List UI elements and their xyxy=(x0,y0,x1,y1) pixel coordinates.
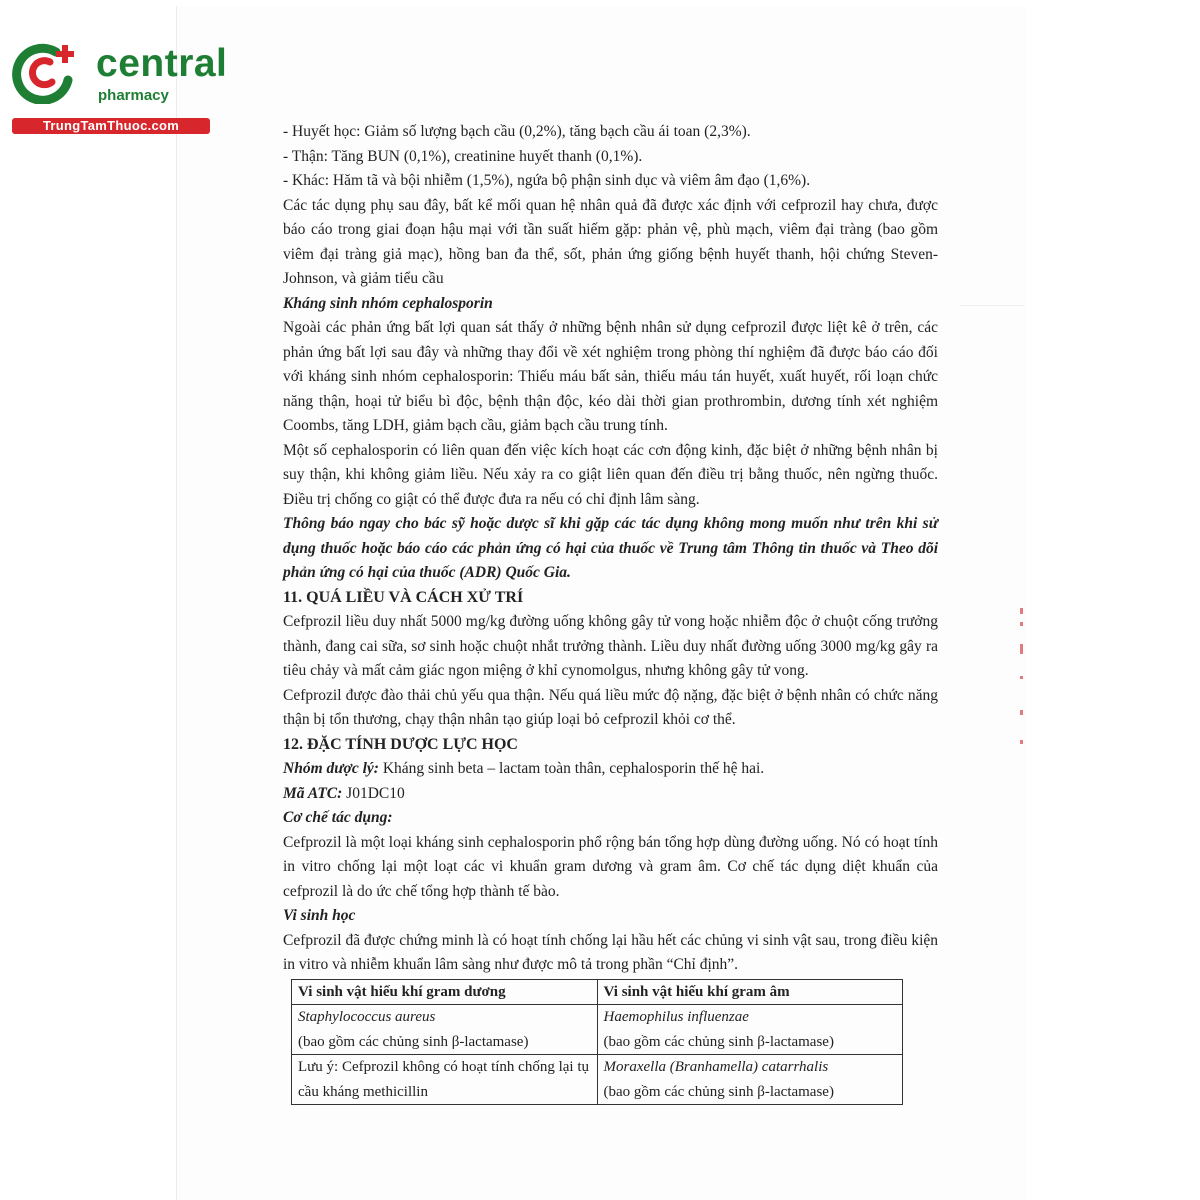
side-effect-kidney: - Thận: Tăng BUN (0,1%), creatinine huyết thanh (0,1%). xyxy=(283,147,643,165)
organism-note: (bao gồm các chủng sinh β-lactamase) xyxy=(603,1083,834,1100)
microorganism-table xyxy=(291,979,903,1106)
table-header-row xyxy=(292,979,903,1005)
pharmacological-group xyxy=(283,757,938,782)
elimination-paragraph: Cefprozil được đào thải chủ yếu qua thận. Nếu quá liều mức độ nặng, đặc biệt ở bệnh nhân có chức năng thận bị tổn thương, chạy thận nhân tạo giúp loại bỏ cefprozil khỏi cơ thể. xyxy=(283,686,938,728)
brand-subtitle: pharmacy xyxy=(98,87,169,104)
microbiology-subheading: Vi sinh học xyxy=(283,907,356,924)
fold-line xyxy=(960,305,1024,306)
organism-note: (bao gồm các chủng sinh β-lactamase) xyxy=(298,1033,529,1050)
table-row xyxy=(292,1055,903,1105)
section-11-heading: 11. QUÁ LIỀU VÀ CÁCH XỬ TRÍ xyxy=(283,588,524,606)
table-cell xyxy=(597,1005,903,1055)
red-edge-marks xyxy=(1018,600,1028,760)
adr-notice: Thông báo ngay cho bác sỹ hoặc dược sĩ khi gặp các tác dụng không mong muốn như trên khi sử dụng thuốc hoặc báo cáo các phản ứng có hại của thuốc về Trung tâm Thông tin thuốc và Theo dõi phản ứng có hại của thuốc (ADR) Quốc Gia. xyxy=(283,515,938,581)
group-value: Kháng sinh beta – lactam toàn thân, cephalosporin thế hệ hai. xyxy=(378,760,765,777)
mechanism-subheading: Cơ chế tác dụng: xyxy=(283,809,393,826)
side-effect-other: - Khác: Hăm tã và bội nhiễm (1,5%), ngứa bộ phận sinh dục và viêm âm đạo (1,6%). xyxy=(283,172,811,189)
table-cell xyxy=(597,1055,903,1105)
organism-name: Moraxella (Branhamella) catarrhalis xyxy=(603,1059,829,1075)
brand-website-banner: TrungTamThuoc.com xyxy=(12,118,210,134)
atc-value: J01DC10 xyxy=(342,784,405,802)
section-12-heading: 12. ĐẶC TÍNH DƯỢC LỰC HỌC xyxy=(283,735,518,753)
document-body xyxy=(283,120,938,1105)
mechanism-paragraph: Cefprozil là một loại kháng sinh cephalosporin phổ rộng bán tổng hợp dùng đường uống. Nó có hoạt tính in vitro chống lại một loạt các vi khuẩn gram dương và gram âm. Cơ chế tác dụng diệt khuẩn của cefprozil là do ức chế tổng hợp thành tế bào. xyxy=(283,833,938,900)
postmarketing-paragraph: Các tác dụng phụ sau đây, bất kể mối quan hệ nhân quả đã được xác định với cefprozil hay chưa, được báo cáo trong giai đoạn hậu mại với tần suất hiếm gặp: phản vệ, phù mạch, viêm đại tràng (bao gồm viêm đại tràng giả mạc), hồng ban đa thể, sốt, phản ứng giống bệnh huyết thanh, hội chứng Steven-Johnson, và giảm tiểu cầu xyxy=(283,196,938,287)
organism-note: (bao gồm các chủng sinh β-lactamase) xyxy=(603,1033,834,1050)
cephalosporin-subheading: Kháng sinh nhóm cephalosporin xyxy=(283,294,493,312)
side-effect-blood: - Huyết học: Giảm số lượng bạch cầu (0,2%), tăng bạch cầu ái toan (2,3%). xyxy=(283,123,751,140)
atc-label: Mã ATC: xyxy=(283,784,343,802)
header-gram-negative: Vi sinh vật hiếu khí gram âm xyxy=(597,979,903,1005)
mrsa-note: Lưu ý: Cefprozil không có hoạt tính chống lại tụ cầu kháng methicillin xyxy=(298,1059,589,1100)
cephalosporin-paragraph: Ngoài các phản ứng bất lợi quan sát thấy ở những bệnh nhân sử dụng cefprozil được liệt kê ở trên, các phản ứng bất lợi sau đây và những thay đổi về xét nghiệm trong phòng thí nghiệm đã được báo cáo đối với kháng sinh nhóm cephalosporin: Thiếu máu bất sản, thiếu máu tán huyết, xuất huyết, rối loạn chức năng thận, hoại tử biểu bì độc, bệnh thận độc, kéo dài thời gian prothrombin, dương tính xét nghiệm Coombs, tăng LDH, giảm bạch cầu, giảm bạch cầu trung tính. xyxy=(283,319,938,434)
organism-name: Staphylococcus aureus xyxy=(298,1009,436,1025)
seizure-paragraph: Một số cephalosporin có liên quan đến việc kích hoạt các cơn động kinh, đặc biệt ở những bệnh nhân bị suy thận, khi không giảm liều. Nếu xảy ra co giật liên quan đến điều trị bằng thuốc, nên ngừng thuốc. Điều trị chống co giật có thể được đưa ra nếu có chỉ định lâm sàng. xyxy=(283,441,938,508)
group-label: Nhóm dược lý: xyxy=(283,760,379,777)
central-pharmacy-logo[interactable] xyxy=(10,38,228,138)
organism-name: Haemophilus influenzae xyxy=(603,1009,749,1025)
pharmacy-cross-icon xyxy=(10,40,80,104)
table-cell xyxy=(292,1055,598,1105)
atc-code xyxy=(283,782,938,807)
table-row xyxy=(292,1005,903,1055)
brand-name: central xyxy=(96,42,228,85)
table-cell xyxy=(292,1005,598,1055)
overdose-paragraph: Cefprozil liều duy nhất 5000 mg/kg đường uống không gây tử vong hoặc nhiễm độc ở chuột cống trưởng thành, đang cai sữa, sơ sinh hoặc chuột nhắt trưởng thành. Liều duy nhất đường uống 3000 mg/kg gây ra tiêu chảy và mất cảm giác ngon miệng ở khỉ cynomolgus, nhưng không gây tử vong. xyxy=(283,613,938,679)
microbiology-paragraph: Cefprozil đã được chứng minh là có hoạt tính chống lại hầu hết các chủng vi sinh vật sau, trong điều kiện in vitro và nhiễm khuẩn lâm sàng như được mô tả trong phần “Chỉ định”. xyxy=(283,931,938,973)
header-gram-positive: Vi sinh vật hiếu khí gram dương xyxy=(292,979,598,1005)
